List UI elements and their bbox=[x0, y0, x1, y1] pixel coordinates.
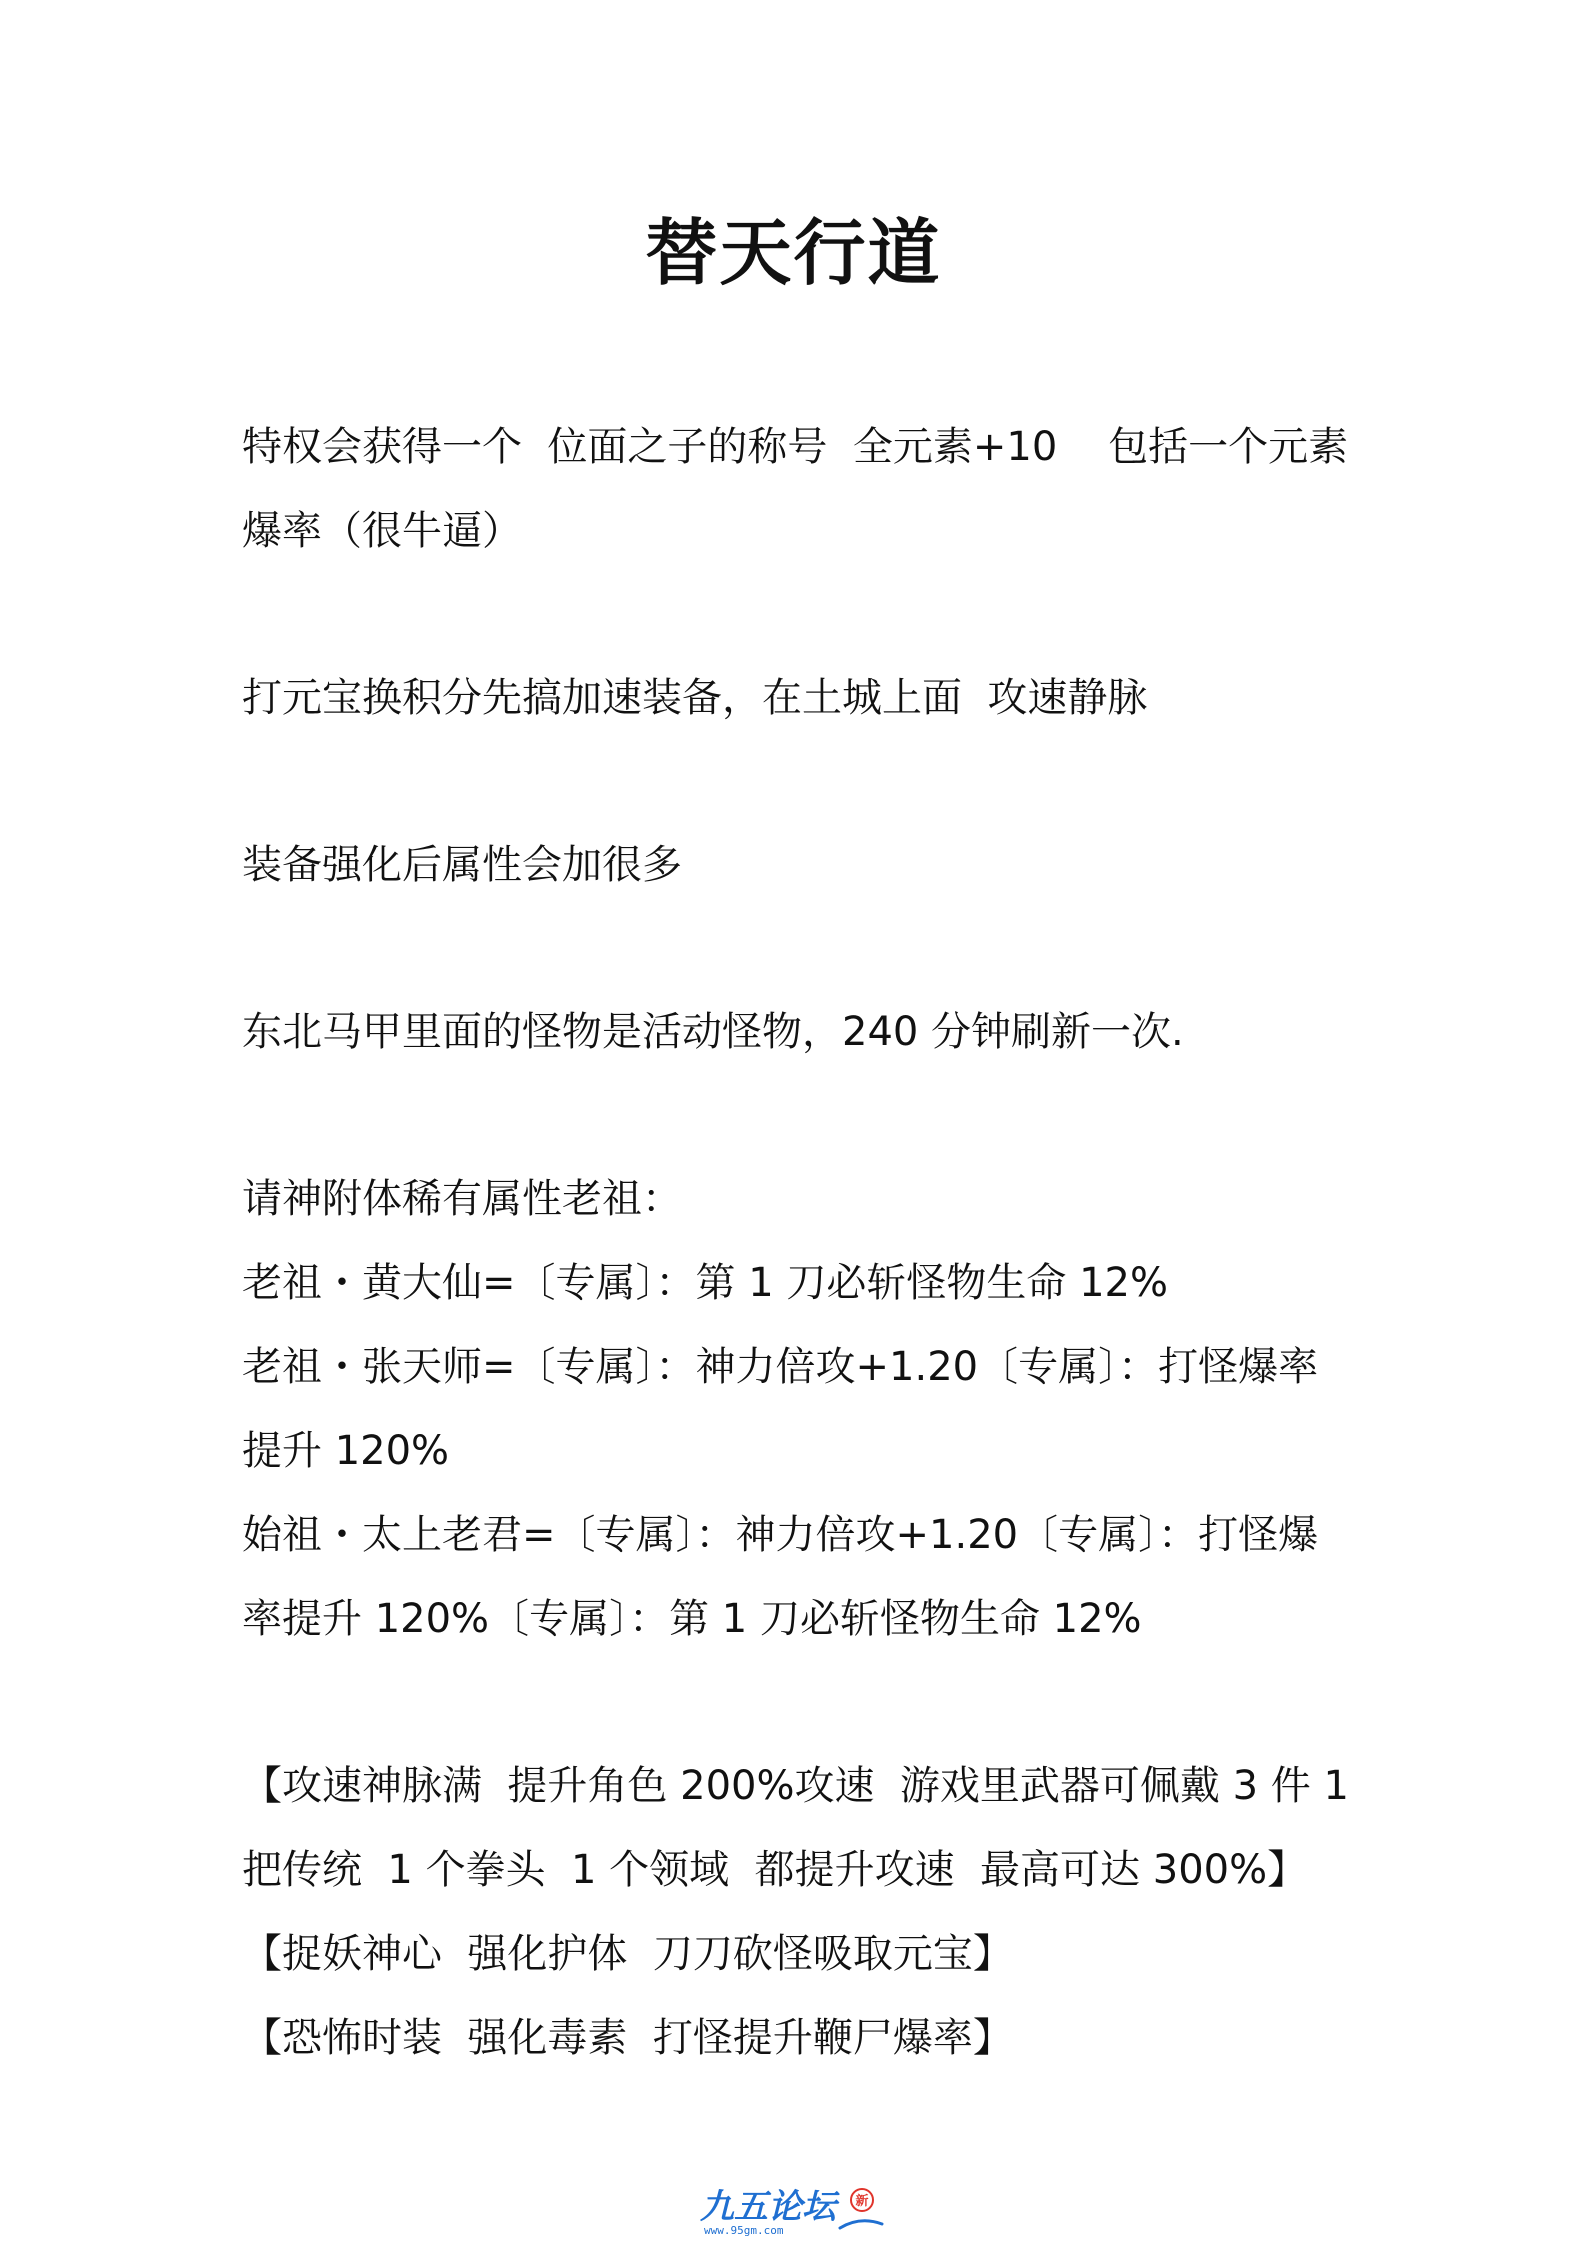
paragraph-privilege: 特权会获得一个 位面之子的称号 全元素+10 包括一个元素爆率（很牛逼） bbox=[242, 424, 1349, 554]
logo-badge: 新 bbox=[855, 2194, 869, 2209]
paragraph-attack-speed: 【攻速神脉满 提升角色 200%攻速 游戏里武器可佩戴 3 件 1 把传统 1 个拳头 1 个领域 都提升攻速 最高可达 300%】 bbox=[242, 1763, 1362, 1893]
paragraph-monsters: 东北马甲里面的怪物是活动怪物，240 分钟刷新一次. bbox=[242, 1009, 1184, 1055]
paragraph-ancestor-zhang: 老祖・张天师=〔专属〕：神力倍攻+1.20〔专属〕：打怪爆率提升 120% bbox=[242, 1344, 1319, 1474]
paragraph-horror-costume: 【恐怖时装 强化毒素 打怪提升鞭尸爆率】 bbox=[242, 2015, 1013, 2061]
paragraph-gap bbox=[242, 1661, 1352, 1744]
document-body bbox=[242, 405, 1362, 2080]
logo-text: 九五论坛 bbox=[700, 2187, 836, 2227]
paragraph-gap bbox=[242, 573, 1352, 656]
paragraph-gap bbox=[242, 907, 1352, 990]
logo-swoosh-icon bbox=[840, 2221, 882, 2228]
paragraph-yuanbao: 打元宝换积分先搞加速装备，在土城上面 攻速静脉 bbox=[242, 675, 1148, 721]
paragraph-enhance: 装备强化后属性会加很多 bbox=[242, 842, 682, 888]
paragraph-demon-heart: 【捉妖神心 强化护体 刀刀砍怪吸取元宝】 bbox=[242, 1931, 1013, 1977]
paragraph-ancestors-heading: 请神附体稀有属性老祖： bbox=[242, 1176, 682, 1222]
logo-url: www.95gm.com bbox=[704, 2224, 784, 2237]
paragraph-ancestor-huang: 老祖・黄大仙=〔专属〕：第 1 刀必斩怪物生命 12% bbox=[242, 1260, 1169, 1306]
paragraph-gap bbox=[242, 740, 1352, 823]
paragraph-gap bbox=[242, 1074, 1352, 1157]
site-logo bbox=[690, 2180, 910, 2240]
document-title: 替天行道 bbox=[645, 210, 942, 295]
paragraph-ancestor-taishang: 始祖・太上老君=〔专属〕：神力倍攻+1.20〔专属〕：打怪爆率提升 120%〔专属〕：第 1 刀必斩怪物生命 12% bbox=[242, 1512, 1319, 1642]
